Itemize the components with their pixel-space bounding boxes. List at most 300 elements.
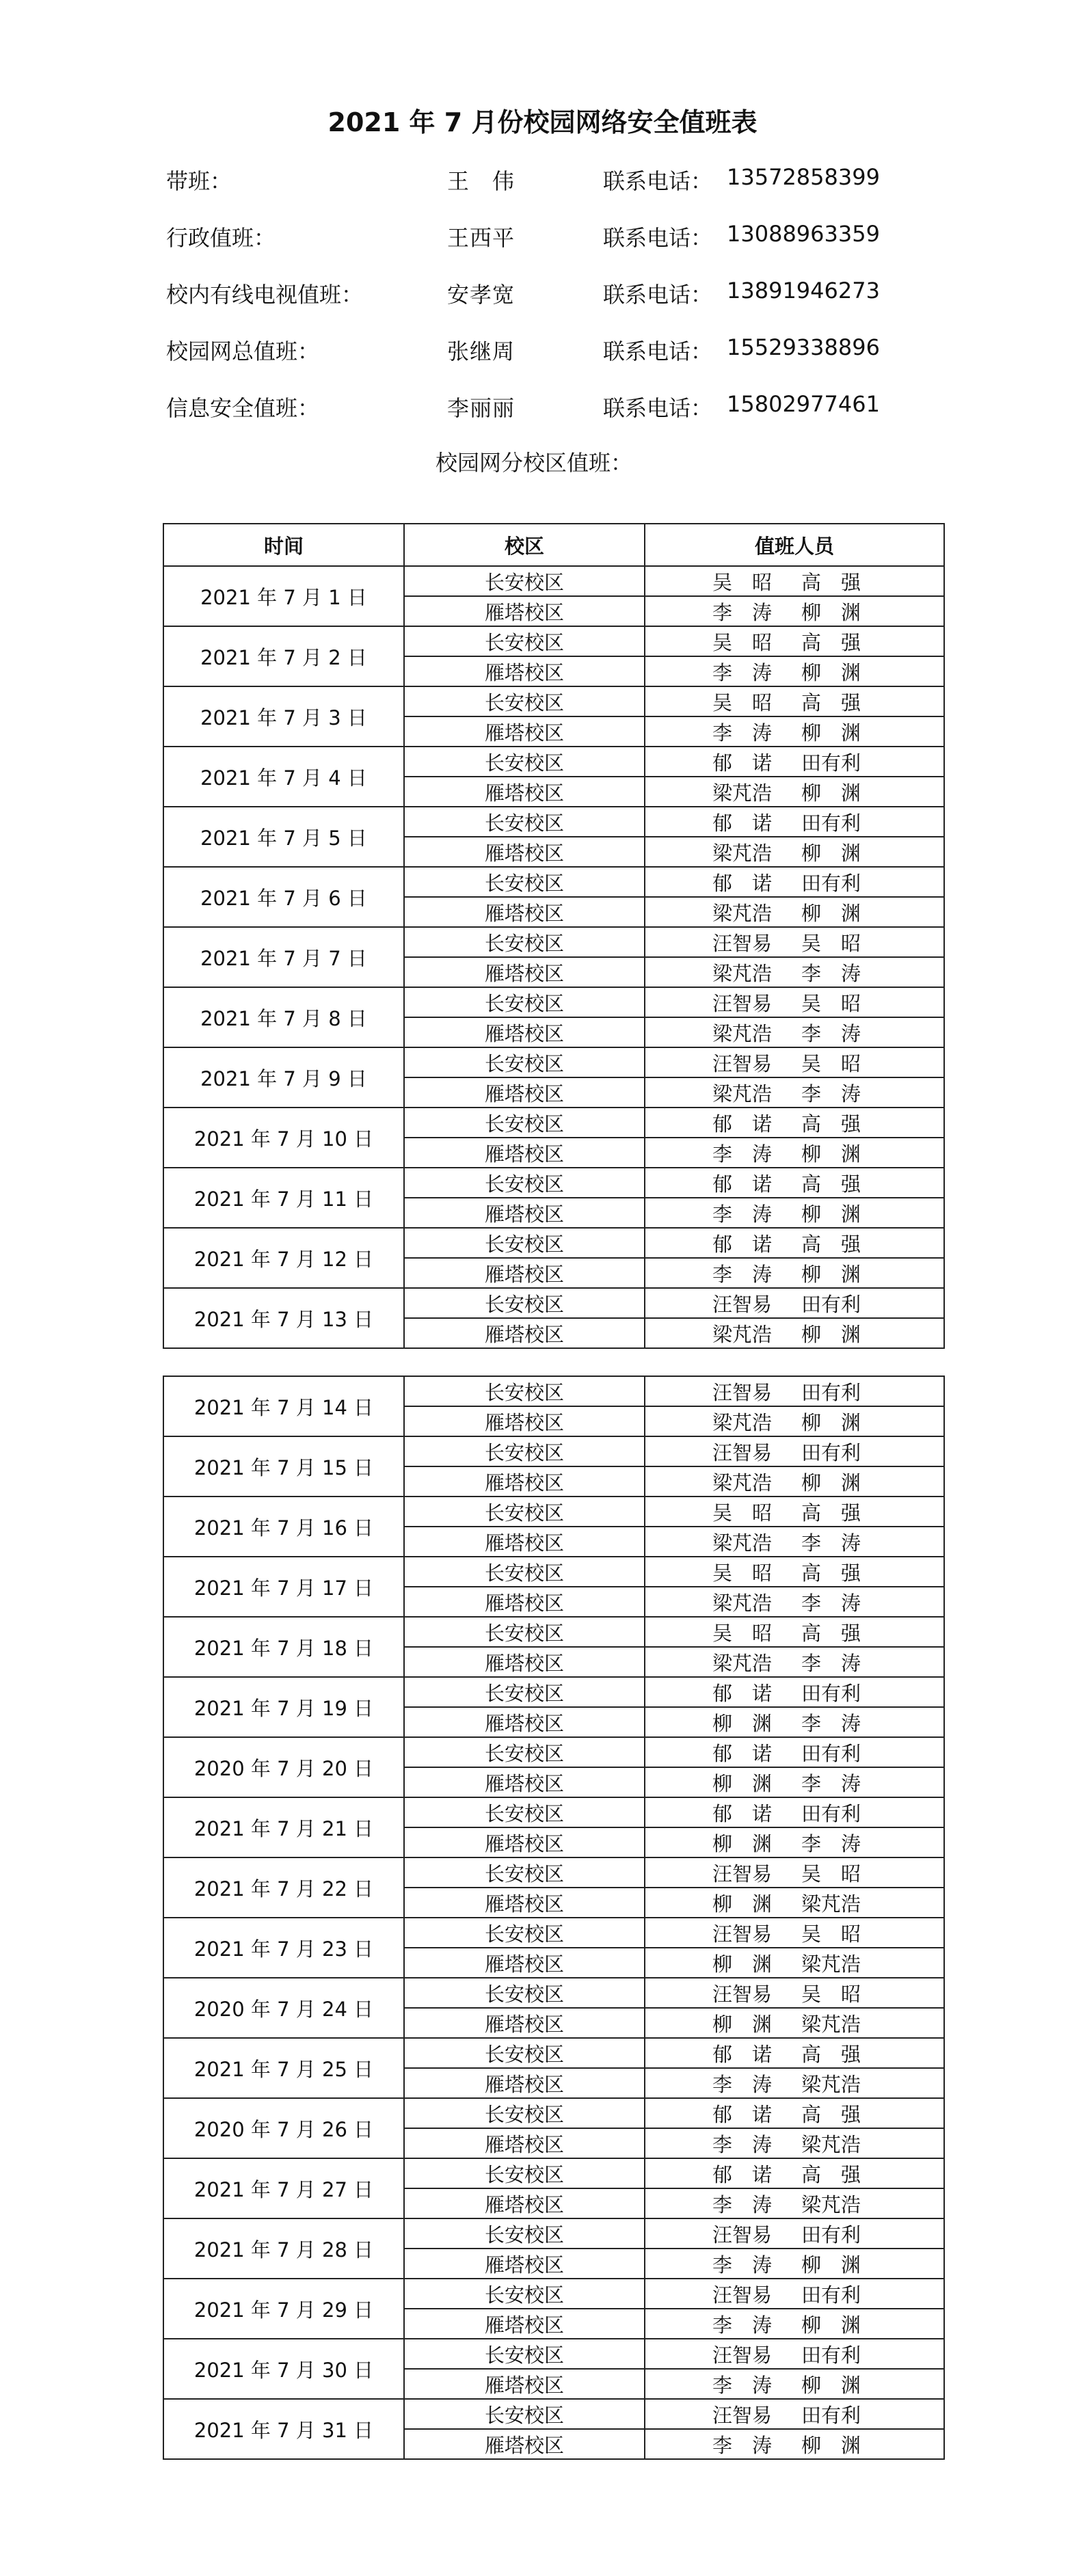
table-row	[163, 2399, 944, 2429]
campus-cell: 长安校区	[404, 1978, 645, 2008]
staff-cell	[645, 1918, 944, 1948]
staff-cell	[645, 987, 944, 1017]
campus-cell: 雁塔校区	[404, 957, 645, 987]
contact-phone: 13088963359	[727, 221, 880, 247]
staff-cell	[645, 897, 944, 927]
duty-date: 2021 年 7 月 9 日	[163, 1047, 404, 1108]
table-row	[163, 927, 944, 957]
table-row	[163, 1557, 944, 1587]
contact-name: 安孝宽	[447, 282, 515, 308]
campus-cell: 雁塔校区	[404, 777, 645, 807]
staff-cell	[645, 2098, 944, 2128]
staff-member: 李 涛	[712, 2192, 773, 2216]
staff-cell	[645, 1198, 944, 1228]
staff-cell	[645, 1077, 944, 1108]
table-row	[163, 1168, 944, 1198]
staff-cell	[645, 2399, 944, 2429]
campus-cell: 雁塔校区	[404, 2128, 645, 2158]
staff-member: 高 强	[801, 630, 861, 654]
staff-member: 郁 诺	[712, 1232, 773, 1256]
duty-date: 2021 年 7 月 8 日	[163, 987, 404, 1047]
campus-cell: 长安校区	[404, 1168, 645, 1198]
staff-member: 吴 昭	[712, 690, 773, 714]
contact-phone-label: 联系电话：	[603, 282, 713, 308]
staff-member: 李 涛	[801, 1082, 861, 1105]
staff-cell	[645, 1948, 944, 1978]
table-row	[163, 2279, 944, 2309]
staff-member: 柳 渊	[801, 901, 861, 925]
staff-member: 田有利	[801, 1741, 861, 1765]
staff-member: 柳 渊	[712, 2012, 773, 2036]
staff-member: 柳 渊	[801, 1142, 861, 1166]
campus-cell: 长安校区	[404, 1436, 645, 1466]
staff-cell	[645, 747, 944, 777]
staff-cell	[645, 2008, 944, 2038]
staff-member: 梁芃浩	[712, 1410, 773, 1434]
campus-cell: 雁塔校区	[404, 716, 645, 747]
staff-member: 郁 诺	[712, 811, 773, 835]
staff-member: 李 涛	[801, 1771, 861, 1795]
contact-row	[0, 391, 1085, 424]
campus-cell: 长安校区	[404, 1557, 645, 1587]
staff-cell	[645, 1767, 944, 1797]
table-row	[163, 1677, 944, 1707]
staff-member: 李 涛	[712, 600, 773, 624]
staff-cell	[645, 807, 944, 837]
table-row	[163, 987, 944, 1017]
campus-cell: 雁塔校区	[404, 1077, 645, 1108]
staff-member: 汪智易	[712, 1862, 773, 1886]
duty-table-part-1	[163, 523, 945, 1349]
campus-cell: 长安校区	[404, 2339, 645, 2369]
staff-member: 高 强	[801, 2162, 861, 2186]
duty-date: 2021 年 7 月 1 日	[163, 566, 404, 626]
staff-cell	[645, 1677, 944, 1707]
contact-phone: 13572858399	[727, 164, 880, 190]
header-staff: 值班人员	[645, 524, 944, 566]
contact-row	[0, 334, 1085, 367]
staff-member: 田有利	[801, 1681, 861, 1705]
duty-date: 2021 年 7 月 12 日	[163, 1228, 404, 1288]
staff-member: 梁芃浩	[712, 841, 773, 865]
staff-member: 李 涛	[801, 1531, 861, 1555]
table-row	[163, 1737, 944, 1767]
duty-date: 2021 年 7 月 13 日	[163, 1288, 404, 1348]
campus-cell: 长安校区	[404, 1918, 645, 1948]
campus-cell: 雁塔校区	[404, 837, 645, 867]
staff-member: 李 涛	[801, 1651, 861, 1675]
campus-cell: 雁塔校区	[404, 1527, 645, 1557]
campus-cell: 雁塔校区	[404, 1767, 645, 1797]
staff-member: 李 涛	[801, 1832, 861, 1855]
staff-member: 汪智易	[712, 991, 773, 1015]
staff-member: 汪智易	[712, 1922, 773, 1946]
staff-cell	[645, 1617, 944, 1647]
staff-member: 李 涛	[801, 961, 861, 985]
staff-member: 郁 诺	[712, 2042, 773, 2066]
staff-member: 梁芃浩	[712, 961, 773, 985]
campus-cell: 雁塔校区	[404, 1017, 645, 1047]
campus-cell: 长安校区	[404, 1797, 645, 1827]
campus-cell: 长安校区	[404, 807, 645, 837]
staff-member: 田有利	[801, 1380, 861, 1404]
staff-member: 汪智易	[712, 2403, 773, 2427]
campus-cell: 长安校区	[404, 1108, 645, 1138]
duty-date: 2021 年 7 月 14 日	[163, 1376, 404, 1436]
staff-member: 高 强	[801, 1561, 861, 1585]
staff-member: 李 涛	[712, 1142, 773, 1166]
staff-cell	[645, 2038, 944, 2068]
contact-role: 行政值班：	[166, 225, 276, 251]
table-row	[163, 1047, 944, 1077]
staff-member: 郁 诺	[712, 1172, 773, 1196]
campus-cell: 长安校区	[404, 1617, 645, 1647]
table-row	[163, 2038, 944, 2068]
duty-date: 2020 年 7 月 24 日	[163, 1978, 404, 2038]
campus-cell: 长安校区	[404, 2279, 645, 2309]
staff-cell	[645, 777, 944, 807]
campus-cell: 长安校区	[404, 927, 645, 957]
campus-cell: 雁塔校区	[404, 1406, 645, 1436]
duty-date: 2020 年 7 月 20 日	[163, 1737, 404, 1797]
contact-name: 张继周	[447, 338, 515, 364]
campus-cell: 长安校区	[404, 987, 645, 1017]
staff-member: 吴 昭	[712, 1621, 773, 1645]
contact-role: 带班：	[166, 168, 232, 194]
staff-member: 郁 诺	[712, 1741, 773, 1765]
campus-cell: 雁塔校区	[404, 2249, 645, 2279]
staff-member: 高 强	[801, 1621, 861, 1645]
contact-phone: 13891946273	[727, 278, 880, 304]
staff-member: 柳 渊	[801, 1262, 861, 1286]
staff-cell	[645, 2309, 944, 2339]
campus-cell: 雁塔校区	[404, 1647, 645, 1677]
contact-row	[0, 164, 1085, 197]
staff-member: 李 涛	[712, 2313, 773, 2337]
staff-member: 柳 渊	[712, 1892, 773, 1916]
table-row	[163, 1228, 944, 1258]
staff-member: 柳 渊	[801, 781, 861, 805]
staff-member: 柳 渊	[801, 2313, 861, 2337]
duty-date: 2021 年 7 月 3 日	[163, 686, 404, 747]
table-row	[163, 686, 944, 716]
duty-date: 2021 年 7 月 7 日	[163, 927, 404, 987]
staff-member: 柳 渊	[712, 1711, 773, 1735]
page-title: 2021 年 7 月份校园网络安全值班表	[327, 107, 758, 137]
staff-cell	[645, 656, 944, 686]
staff-member: 李 涛	[712, 2253, 773, 2277]
campus-cell: 长安校区	[404, 2158, 645, 2188]
duty-date: 2021 年 7 月 27 日	[163, 2158, 404, 2218]
staff-member: 梁芃浩	[712, 1651, 773, 1675]
staff-member: 吴 昭	[712, 1561, 773, 1585]
staff-cell	[645, 2188, 944, 2218]
campus-cell: 长安校区	[404, 1497, 645, 1527]
campus-cell: 长安校区	[404, 1047, 645, 1077]
duty-date: 2021 年 7 月 18 日	[163, 1617, 404, 1677]
staff-member: 郁 诺	[712, 2102, 773, 2126]
campus-cell: 雁塔校区	[404, 897, 645, 927]
staff-member: 田有利	[801, 811, 861, 835]
staff-member: 汪智易	[712, 2223, 773, 2246]
staff-cell	[645, 1827, 944, 1857]
staff-member: 郁 诺	[712, 2162, 773, 2186]
staff-cell	[645, 1707, 944, 1737]
staff-cell	[645, 2158, 944, 2188]
campus-cell: 长安校区	[404, 1376, 645, 1406]
campus-cell: 雁塔校区	[404, 656, 645, 686]
staff-member: 吴 昭	[712, 570, 773, 594]
contact-row	[0, 221, 1085, 254]
staff-member: 吴 昭	[801, 1982, 861, 2006]
staff-cell	[645, 837, 944, 867]
staff-member: 梁芃浩	[801, 2072, 861, 2096]
staff-member: 吴 昭	[801, 931, 861, 955]
staff-member: 梁芃浩	[801, 2192, 861, 2216]
table-row	[163, 2339, 944, 2369]
table-row	[163, 1376, 944, 1406]
staff-member: 李 涛	[801, 1711, 861, 1735]
staff-member: 梁芃浩	[712, 1322, 773, 1346]
staff-cell	[645, 1406, 944, 1436]
staff-member: 梁芃浩	[801, 2132, 861, 2156]
staff-member: 吴 昭	[801, 1862, 861, 1886]
campus-cell: 雁塔校区	[404, 1827, 645, 1857]
staff-member: 田有利	[801, 751, 861, 775]
staff-member: 梁芃浩	[712, 901, 773, 925]
staff-member: 李 涛	[801, 1021, 861, 1045]
staff-member: 郁 诺	[712, 1801, 773, 1825]
table-row	[163, 626, 944, 656]
staff-member: 李 涛	[712, 660, 773, 684]
staff-member: 高 强	[801, 2042, 861, 2066]
staff-member: 郁 诺	[712, 751, 773, 775]
staff-member: 吴 昭	[801, 991, 861, 1015]
table-row	[163, 1108, 944, 1138]
campus-cell: 雁塔校区	[404, 2068, 645, 2098]
table-row	[163, 1288, 944, 1318]
staff-cell	[645, 1466, 944, 1497]
campus-cell: 长安校区	[404, 867, 645, 897]
campus-cell: 雁塔校区	[404, 2309, 645, 2339]
staff-member: 李 涛	[712, 2072, 773, 2096]
staff-member: 梁芃浩	[801, 1892, 861, 1916]
staff-member: 柳 渊	[801, 600, 861, 624]
staff-cell	[645, 2068, 944, 2098]
staff-cell	[645, 566, 944, 596]
campus-cell: 长安校区	[404, 1857, 645, 1888]
staff-cell	[645, 1857, 944, 1888]
staff-member: 李 涛	[712, 2373, 773, 2397]
staff-member: 柳 渊	[801, 721, 861, 744]
contact-phone-label: 联系电话：	[603, 225, 713, 251]
staff-cell	[645, 2249, 944, 2279]
campus-cell: 雁塔校区	[404, 1258, 645, 1288]
staff-member: 梁芃浩	[712, 1591, 773, 1615]
campus-cell: 雁塔校区	[404, 2188, 645, 2218]
duty-table-body	[163, 566, 944, 1348]
campus-cell: 雁塔校区	[404, 2008, 645, 2038]
contact-list	[0, 0, 1085, 465]
duty-date: 2021 年 7 月 6 日	[163, 867, 404, 927]
campus-cell: 雁塔校区	[404, 2429, 645, 2459]
staff-member: 梁芃浩	[712, 1471, 773, 1494]
duty-date: 2021 年 7 月 22 日	[163, 1857, 404, 1918]
contact-role: 校内有线电视值班：	[166, 282, 364, 308]
duty-date: 2021 年 7 月 10 日	[163, 1108, 404, 1168]
staff-member: 柳 渊	[801, 1471, 861, 1494]
staff-member: 柳 渊	[801, 1410, 861, 1434]
staff-member: 高 强	[801, 1232, 861, 1256]
duty-date: 2021 年 7 月 21 日	[163, 1797, 404, 1857]
staff-member: 汪智易	[712, 1440, 773, 1464]
staff-member: 汪智易	[712, 931, 773, 955]
campus-cell: 长安校区	[404, 2038, 645, 2068]
campus-cell: 长安校区	[404, 626, 645, 656]
table-row	[163, 2158, 944, 2188]
campus-cell: 长安校区	[404, 1228, 645, 1258]
table-row	[163, 2218, 944, 2249]
staff-cell	[645, 1376, 944, 1406]
staff-member: 郁 诺	[712, 1112, 773, 1136]
staff-member: 高 强	[801, 1112, 861, 1136]
staff-member: 田有利	[801, 1801, 861, 1825]
staff-cell	[645, 1288, 944, 1318]
staff-member: 郁 诺	[712, 871, 773, 895]
staff-cell	[645, 1138, 944, 1168]
staff-member: 柳 渊	[801, 660, 861, 684]
staff-cell	[645, 1228, 944, 1258]
staff-member: 汪智易	[712, 1292, 773, 1316]
staff-cell	[645, 2429, 944, 2459]
staff-member: 高 强	[801, 690, 861, 714]
duty-table-part-2	[163, 1376, 945, 2460]
duty-date: 2021 年 7 月 29 日	[163, 2279, 404, 2339]
table-row	[163, 566, 944, 596]
duty-date: 2021 年 7 月 25 日	[163, 2038, 404, 2098]
staff-cell	[645, 1797, 944, 1827]
campus-cell: 长安校区	[404, 2098, 645, 2128]
branch-duty-title: 校园网分校区值班：	[436, 450, 633, 476]
duty-table-body	[163, 1376, 944, 2459]
staff-member: 高 强	[801, 1172, 861, 1196]
staff-member: 梁芃浩	[712, 1531, 773, 1555]
staff-member: 柳 渊	[712, 1771, 773, 1795]
staff-member: 田有利	[801, 871, 861, 895]
contact-phone: 15802977461	[727, 391, 880, 417]
duty-date: 2021 年 7 月 4 日	[163, 747, 404, 807]
duty-date: 2021 年 7 月 19 日	[163, 1677, 404, 1737]
staff-member: 汪智易	[712, 1380, 773, 1404]
contact-role: 校园网总值班：	[166, 338, 320, 364]
campus-cell: 长安校区	[404, 686, 645, 716]
staff-member: 李 涛	[712, 2433, 773, 2457]
staff-cell	[645, 927, 944, 957]
staff-member: 田有利	[801, 1292, 861, 1316]
staff-cell	[645, 1978, 944, 2008]
staff-member: 汪智易	[712, 1051, 773, 1075]
staff-cell	[645, 1527, 944, 1557]
contact-name: 王西平	[447, 225, 515, 251]
staff-member: 郁 诺	[712, 1681, 773, 1705]
staff-cell	[645, 2218, 944, 2249]
staff-member: 高 强	[801, 570, 861, 594]
table-header-row	[163, 524, 944, 566]
staff-cell	[645, 716, 944, 747]
staff-member: 汪智易	[712, 2343, 773, 2367]
campus-cell: 雁塔校区	[404, 1318, 645, 1348]
staff-member: 汪智易	[712, 2283, 773, 2307]
staff-member: 柳 渊	[712, 1952, 773, 1976]
contact-phone-label: 联系电话：	[603, 395, 713, 421]
campus-cell: 长安校区	[404, 1737, 645, 1767]
staff-member: 李 涛	[801, 1591, 861, 1615]
staff-cell	[645, 1737, 944, 1767]
staff-member: 汪智易	[712, 1982, 773, 2006]
staff-member: 梁芃浩	[712, 1021, 773, 1045]
campus-cell: 雁塔校区	[404, 1198, 645, 1228]
campus-cell: 雁塔校区	[404, 1707, 645, 1737]
staff-member: 柳 渊	[801, 2433, 861, 2457]
staff-member: 柳 渊	[801, 2373, 861, 2397]
staff-member: 高 强	[801, 1501, 861, 1525]
campus-cell: 雁塔校区	[404, 1948, 645, 1978]
duty-date: 2021 年 7 月 23 日	[163, 1918, 404, 1978]
table-row	[163, 1497, 944, 1527]
staff-member: 田有利	[801, 1440, 861, 1464]
staff-cell	[645, 1557, 944, 1587]
table-row	[163, 2098, 944, 2128]
staff-member: 柳 渊	[712, 1832, 773, 1855]
staff-member: 吴 昭	[712, 1501, 773, 1525]
campus-cell: 长安校区	[404, 747, 645, 777]
duty-date: 2021 年 7 月 11 日	[163, 1168, 404, 1228]
campus-cell: 长安校区	[404, 566, 645, 596]
staff-cell	[645, 1258, 944, 1288]
staff-cell	[645, 1017, 944, 1047]
table-row	[163, 1797, 944, 1827]
staff-member: 田有利	[801, 2283, 861, 2307]
staff-member: 李 涛	[712, 1202, 773, 1226]
staff-cell	[645, 1888, 944, 1918]
contact-role: 信息安全值班：	[166, 395, 320, 421]
duty-date: 2020 年 7 月 26 日	[163, 2098, 404, 2158]
table-row	[163, 747, 944, 777]
staff-cell	[645, 2339, 944, 2369]
staff-member: 吴 昭	[801, 1051, 861, 1075]
campus-cell: 雁塔校区	[404, 596, 645, 626]
staff-member: 梁芃浩	[712, 1082, 773, 1105]
header-campus: 校区	[404, 524, 645, 566]
staff-cell	[645, 686, 944, 716]
duty-date: 2021 年 7 月 5 日	[163, 807, 404, 867]
header-time: 时间	[163, 524, 404, 566]
table-row	[163, 1978, 944, 2008]
contact-phone-label: 联系电话：	[603, 168, 713, 194]
staff-member: 柳 渊	[801, 841, 861, 865]
campus-cell: 雁塔校区	[404, 1888, 645, 1918]
staff-member: 吴 昭	[712, 630, 773, 654]
table-row	[163, 1617, 944, 1647]
campus-cell: 雁塔校区	[404, 1138, 645, 1168]
duty-date: 2021 年 7 月 16 日	[163, 1497, 404, 1557]
staff-cell	[645, 1168, 944, 1198]
staff-member: 柳 渊	[801, 1322, 861, 1346]
staff-cell	[645, 1318, 944, 1348]
staff-member: 田有利	[801, 2403, 861, 2427]
staff-member: 柳 渊	[801, 1202, 861, 1226]
contact-phone-label: 联系电话：	[603, 338, 713, 364]
